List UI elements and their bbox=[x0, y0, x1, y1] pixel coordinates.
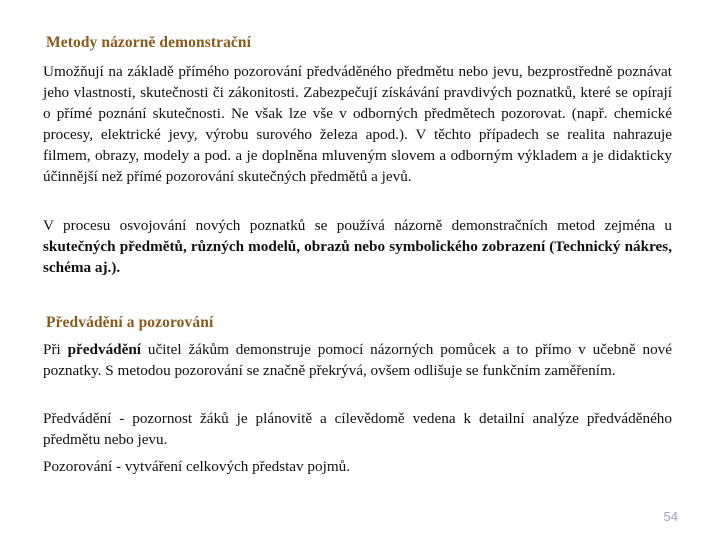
paragraph-text-end: (Technický nákres, schéma aj.). bbox=[43, 238, 672, 276]
paragraph-demonstration-usage bbox=[43, 215, 672, 278]
page-number: 54 bbox=[663, 509, 678, 524]
paragraph-observation-definition: Pozorování - vytváření celkových představ pojmů. bbox=[43, 458, 351, 475]
paragraph-text: V procesu osvojování nových poznatků se používá názorně demonstračních metod zejména u bbox=[43, 217, 672, 234]
section-heading-demonstration-methods: Metody názorně demonstrační bbox=[46, 34, 252, 51]
emphasis-objects-models: skutečných předmětů, různých modelů, obrazů nebo symbolického zobrazení bbox=[43, 238, 546, 255]
paragraph-demonstration-intro: Umožňují na základě přímého pozorování předváděného předmětu nebo jevu, bezprostředně poznávat jeho vlastnosti, skutečnosti či zákonitosti. Zabezpečují získávání pravdivých poznatků, které se opírají o přímé poznání skutečnosti. Ne však lze vše v odborných předmětech pozorovat. (např. chemické procesy, elektrické jevy, výrobu surového železa apod.). V těchto případech se realita nahrazuje filmem, obrazy, modely a pod. a je doplněna mluveným slovem a odborným výkladem a je didakticky účinnější než přímé pozorování skutečných předmětů a jevů. bbox=[43, 63, 672, 185]
section-heading-presentation-observation: Předvádění a pozorování bbox=[46, 314, 214, 331]
paragraph-text: Při bbox=[43, 341, 68, 358]
emphasis-presentation: předvádění bbox=[67, 341, 142, 358]
paragraph-presentation bbox=[43, 339, 672, 381]
paragraph-text-end: učitel žákům demonstruje pomocí názorných pomůcek a to přímo v učebně nové poznatky. S metodou pozorování se značně překrývá, ovšem odlišuje se funkčním zaměřením. bbox=[43, 341, 672, 379]
paragraph-presentation-definition: Předvádění - pozornost žáků je plánovitě a cílevědomě vedena k detailní analýze předváděného předmětu nebo jevu. bbox=[43, 410, 672, 448]
